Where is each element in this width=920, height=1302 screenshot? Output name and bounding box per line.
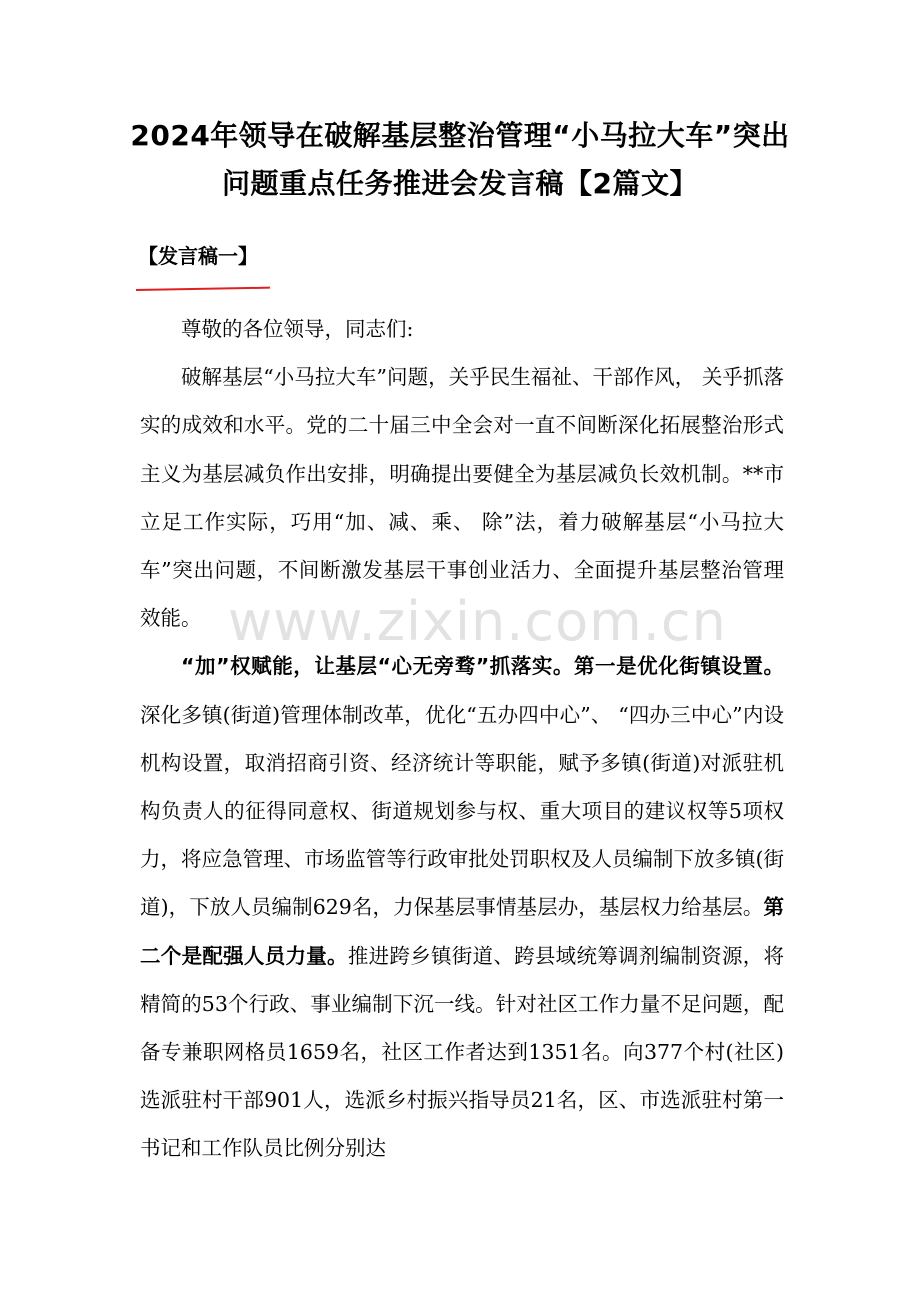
document-body — [140, 305, 784, 1173]
watermark: www.zixin.com.cn — [228, 590, 727, 653]
body-paragraph-2 — [140, 642, 784, 1172]
paragraph-2-bold-lead: “加”权赋能，让基层“心无旁骛”抓落实。第一是优化街镇设置。 — [181, 654, 784, 679]
paragraph-2-text-2: 推进跨乡镇街道、跨县域统筹调剂编制资源，将精简的53个行政、事业编制下沉一线。针对社区工作力量不足问题，配备专兼职网格员1659名，社区工作者达到1351名。向377个村(社区)选派驻村干部901人，选派乡村振兴指导员21名，区、市选派驻村第一书记和工作队员比例分别达 — [140, 943, 785, 1161]
paragraph-2-text-1: 深化多镇(街道)管理体制改革，优化“五办四中心”、 “四办三中心”内设机构设置，取消招商引资、经济统计等职能，赋予多镇(街道)对派驻机构负责人的征得同意权、街道规划参与权、重大项目的建议权等5项权力，将应急管理、市场监管等行政审批处罚职权及人员编制下放多镇(街道)，下放人员编制629名，力保基层事情基层办，基层权力给基层。 — [140, 702, 784, 920]
paragraph-2-bold-second: 第二个是配强人员力量。 — [140, 895, 784, 968]
greeting-paragraph: 尊敬的各位领导，同志们: — [181, 317, 414, 341]
section-heading: 【发言稿一】 — [138, 244, 258, 268]
body-paragraph-1: 破解基层“小马拉大车”问题，关乎民生福祉、干部作风， 关乎抓落实的成效和水平。党的二十届三中全会对一直不间断深化拓展整治形式主义为基层减负作出安排，明确提出要健全为基层减负长效机制。**市立足工作实际，巧用“加、减、乘、 除”法，着力破解基层“小马拉大车”突出问题，不间断激发基层干事创业活力、全面提升基层整治管理效能。 — [140, 365, 784, 631]
section-heading-underline — [136, 287, 270, 291]
document-title: 2024年领导在破解基层整治管理“小马拉大车”突出问题重点任务推进会发言稿【2篇文】 — [130, 119, 790, 200]
